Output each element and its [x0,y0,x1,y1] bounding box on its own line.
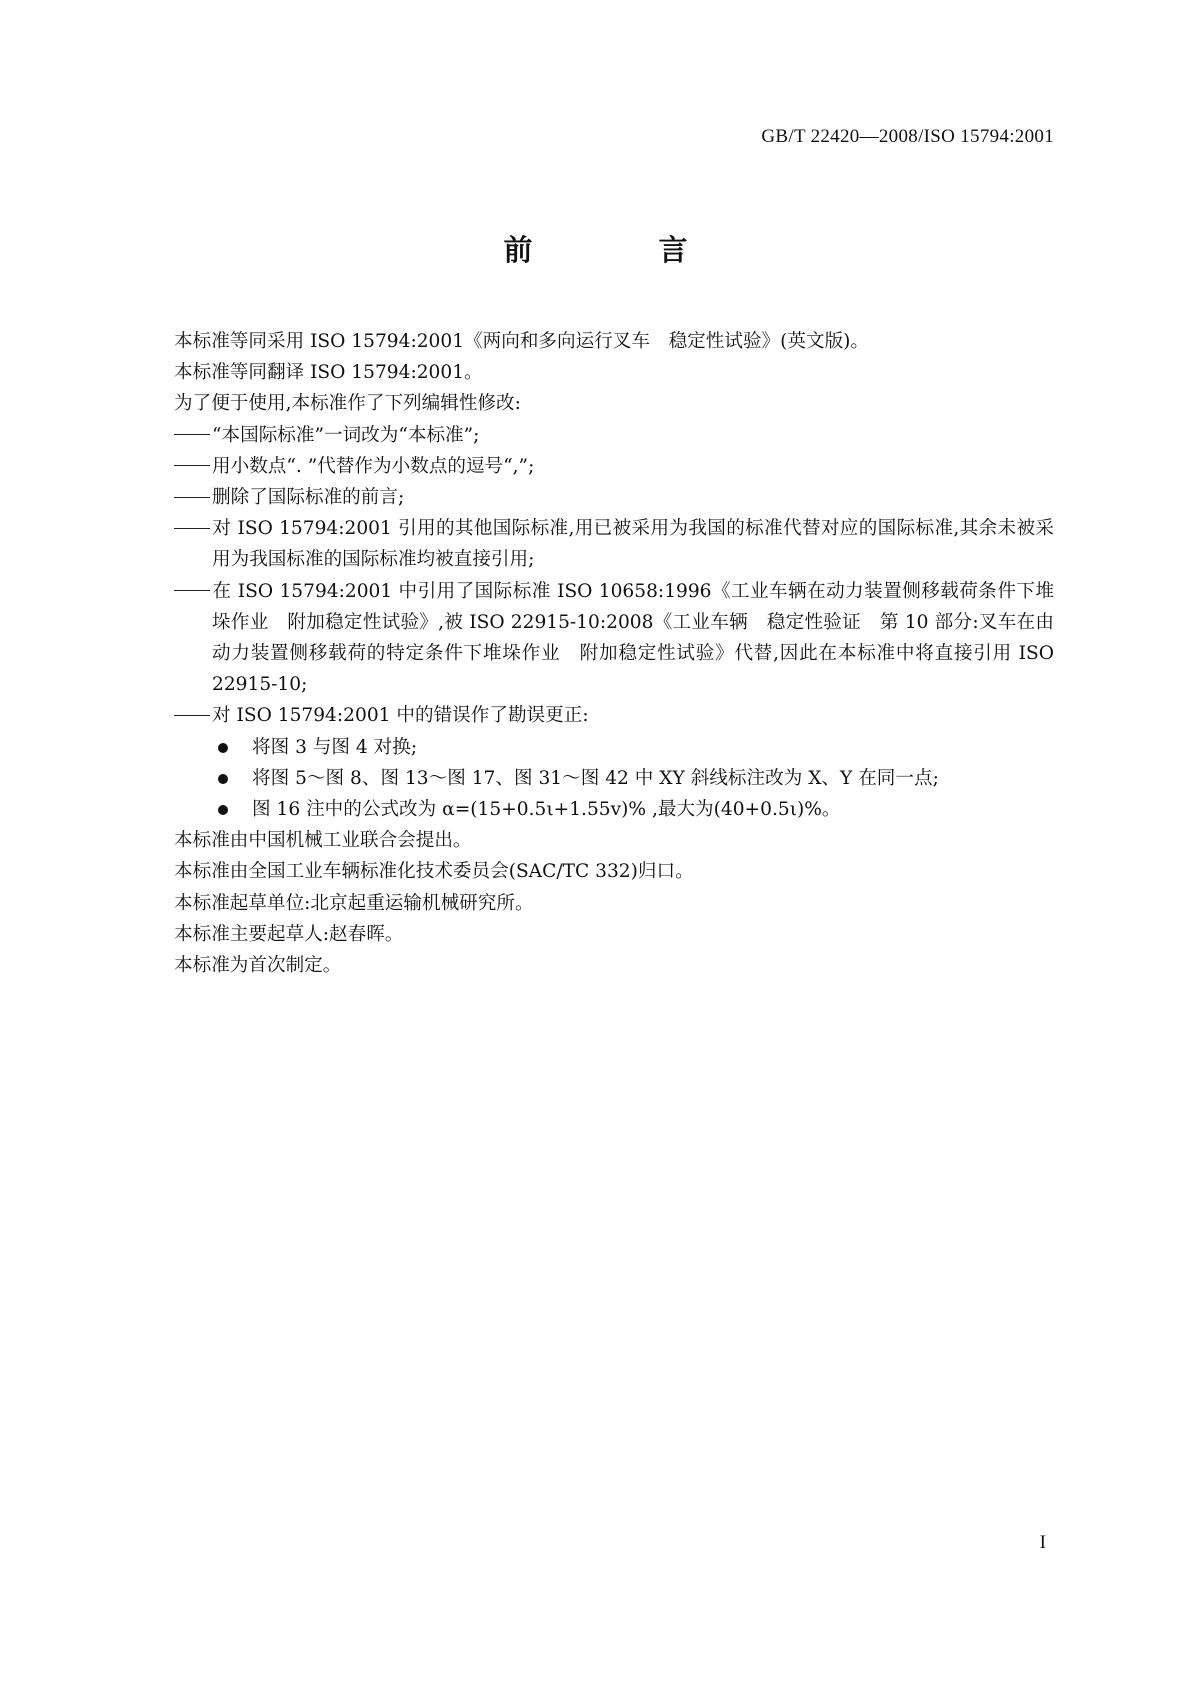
bullet-dot-icon [218,774,228,784]
dash-marker [174,513,212,544]
paragraph: 本标准由中国机械工业联合会提出。 [174,830,472,852]
dash-item-text: 删除了国际标准的前言; [212,487,405,509]
bullet-dot-icon [218,805,228,815]
paragraph: 本标准为首次制定。 [174,955,342,977]
page-number: I [1039,1532,1046,1553]
bullet-dot-icon [218,743,228,753]
bullet-text: 将图 3 与图 4 对换; [252,736,418,758]
dash-item-text: 对 ISO 15794:2001 引用的其他国际标准,用已被采用为我国的标准代替对应的国际标准,其余未被采用为我国标准的国际标准均被直接引用; [212,518,1054,571]
bullet-text: 将图 5～图 8、图 13～图 17、图 31～图 42 中 XY 斜线标注改为 X、Y 在同一点; [252,767,939,789]
standard-code: GB/T 22420—2008/ISO 15794:2001 [761,126,1054,147]
dash-item-text: 在 ISO 15794:2001 中引用了国际标准 ISO 10658:1996《工业车辆在动力装置侧移载荷条件下堆垛作业 附加稳定性试验》,被 ISO 22915-10:2008《工业车辆 稳定性验证 第 10 部分:叉车在由动力装置侧移载荷的特定条件下堆垛作业 附加稳定性试验》代替,因此在本标准中将直接引用 ISO 22915-10; [212,580,1054,696]
dash-list-item [174,420,1054,451]
document-body [174,326,1054,981]
dash-list-item [174,700,1054,731]
dash-list-item [174,482,1054,513]
dash-list-item [174,576,1054,701]
dash-item-text: 对 ISO 15794:2001 中的错误作了勘误更正: [212,705,589,727]
dash-list-item [174,451,1054,482]
bullet-item [174,763,1054,794]
paragraph: 本标准主要起草人:赵春晖。 [174,923,404,945]
page-title: 前 言 [503,233,746,267]
bullet-item [174,732,1054,763]
paragraph: 本标准由全国工业车辆标准化技术委员会(SAC/TC 332)归口。 [174,861,694,883]
bullet-text: 图 16 注中的公式改为 α=(15+0.5ι+1.55v)% ,最大为(40+0.5ι)%。 [252,799,841,821]
bullet-item [174,794,1054,825]
dash-marker [174,700,212,731]
paragraph: 本标准等同翻译 ISO 15794:2001。 [174,362,483,384]
paragraph: 为了便于使用,本标准作了下列编辑性修改: [174,393,521,415]
dash-marker [174,420,212,451]
paragraph: 本标准等同采用 ISO 15794:2001《两向和多向运行叉车 稳定性试验》(英文版)。 [174,331,870,352]
dash-item-text: 用小数点“. ”代替作为小数点的逗号“,”; [212,455,535,477]
dash-marker [174,576,212,607]
paragraph: 本标准起草单位:北京起重运输机械研究所。 [174,892,534,914]
dash-marker [174,482,212,513]
dash-marker [174,451,212,482]
dash-list-item [174,513,1054,575]
dash-item-text: “本国际标准”一词改为“本标准”; [212,424,480,446]
